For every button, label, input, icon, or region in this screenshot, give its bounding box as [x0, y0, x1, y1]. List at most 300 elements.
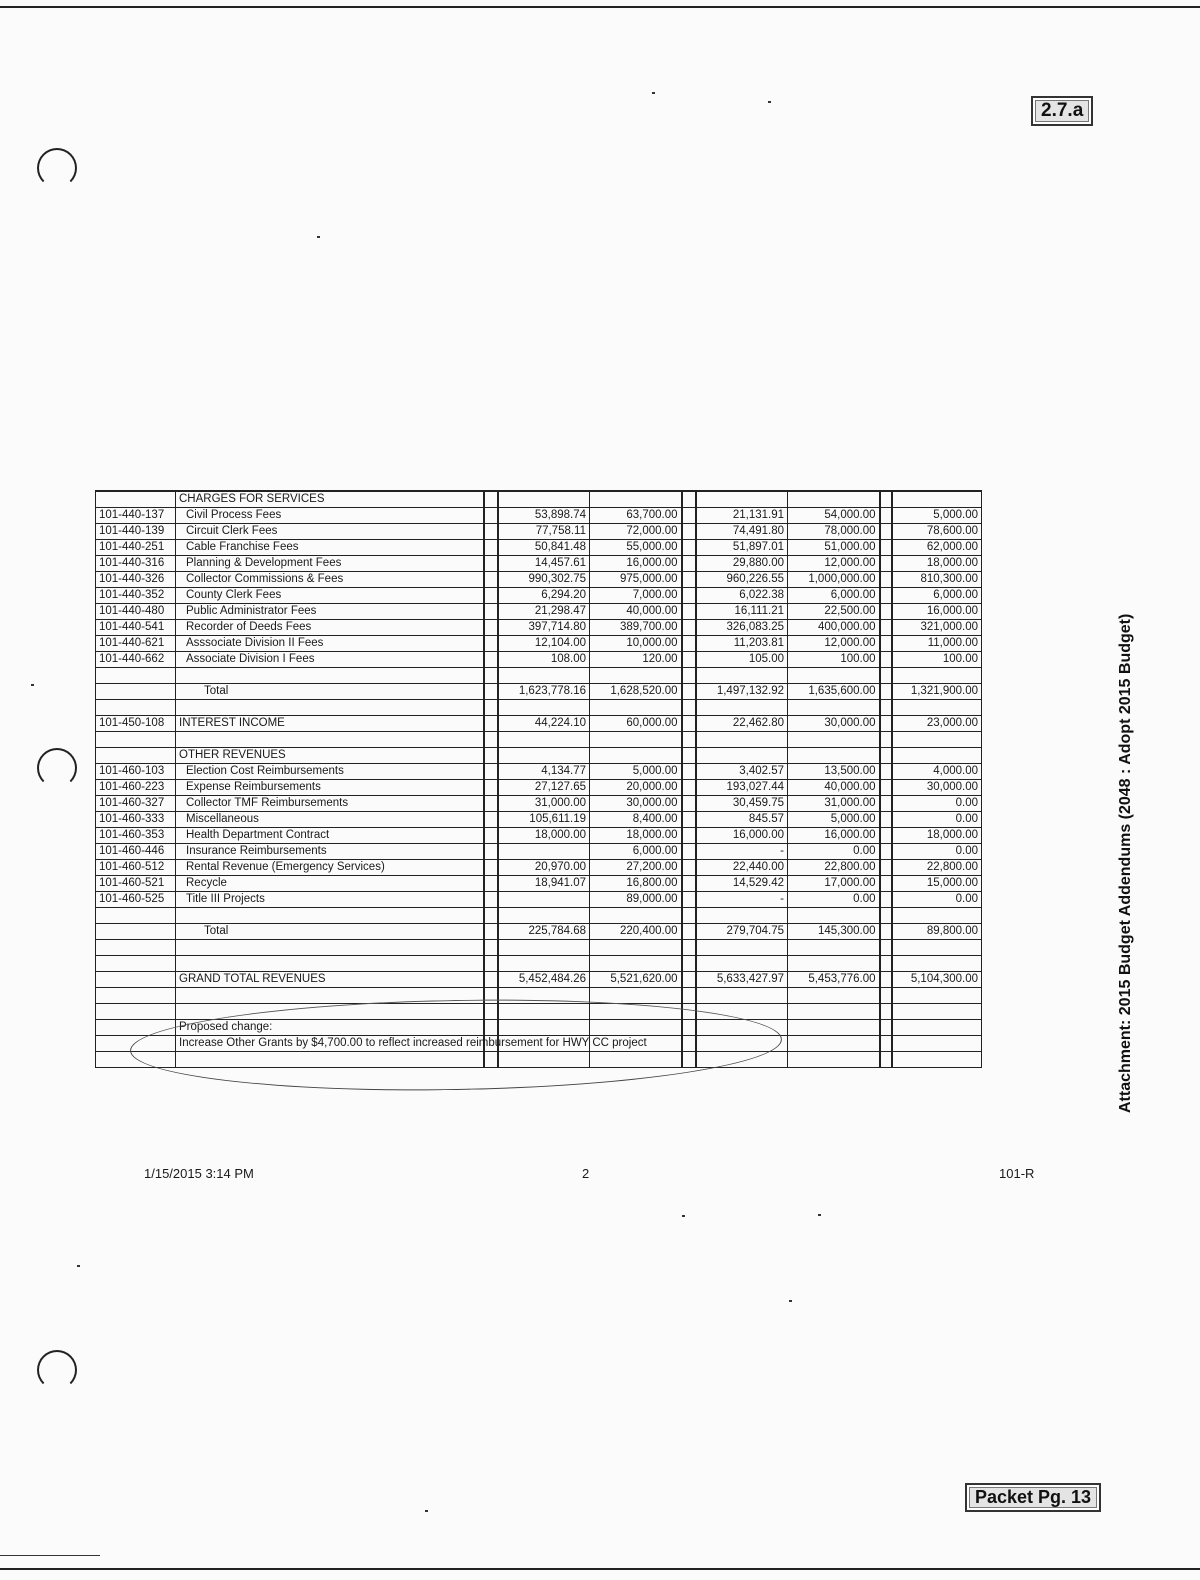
- amount-cell: 100.00: [788, 652, 880, 668]
- column-gap: [880, 1020, 892, 1036]
- amount-cell: 16,000.00: [788, 828, 880, 844]
- scan-speck: [789, 1300, 792, 1302]
- column-gap: [880, 700, 892, 716]
- amount-cell: 3,402.57: [696, 764, 788, 780]
- amount-cell: 50,841.48: [498, 540, 590, 556]
- amount-cell: [498, 892, 590, 908]
- table-row: [96, 588, 982, 604]
- amount-cell: 12,000.00: [788, 636, 880, 652]
- amount-cell: 30,459.75: [696, 796, 788, 812]
- amount-cell: 16,800.00: [590, 876, 682, 892]
- scan-speck: [425, 1510, 428, 1512]
- column-gap: [682, 844, 696, 860]
- amount-cell: [590, 491, 682, 508]
- amount-cell: 72,000.00: [590, 524, 682, 540]
- table-row: [96, 700, 982, 716]
- column-gap: [484, 524, 498, 540]
- column-gap: [682, 860, 696, 876]
- column-gap: [484, 716, 498, 732]
- amount-cell: [590, 988, 682, 1004]
- amount-cell: 1,000,000.00: [788, 572, 880, 588]
- table-row: [96, 764, 982, 780]
- column-gap: [880, 636, 892, 652]
- amount-cell: [590, 700, 682, 716]
- column-gap: [484, 604, 498, 620]
- punch-hole-top: [37, 148, 77, 188]
- amount-cell: [696, 732, 788, 748]
- amount-cell: 220,400.00: [590, 924, 682, 940]
- account-code-cell: 101-460-521: [96, 876, 176, 892]
- amount-cell: 0.00: [892, 844, 982, 860]
- column-gap: [880, 556, 892, 572]
- amount-cell: 22,500.00: [788, 604, 880, 620]
- column-gap: [880, 1004, 892, 1020]
- amount-cell: [696, 908, 788, 924]
- column-gap: [880, 588, 892, 604]
- amount-cell: 22,440.00: [696, 860, 788, 876]
- column-gap: [682, 796, 696, 812]
- amount-cell: [696, 700, 788, 716]
- packet-page-stamp: Packet Pg. 13: [965, 1483, 1101, 1512]
- amount-cell: 40,000.00: [788, 780, 880, 796]
- total-label-cell: Total: [176, 924, 484, 940]
- column-gap: [484, 540, 498, 556]
- column-gap: [484, 684, 498, 700]
- description-cell: CHARGES FOR SERVICES: [176, 491, 484, 508]
- amount-cell: [590, 732, 682, 748]
- amount-cell: [498, 700, 590, 716]
- account-code-cell: 101-440-541: [96, 620, 176, 636]
- column-gap: [682, 780, 696, 796]
- column-gap: [682, 828, 696, 844]
- account-code-cell: [96, 972, 176, 988]
- amount-cell: 62,000.00: [892, 540, 982, 556]
- account-code-cell: 101-440-137: [96, 508, 176, 524]
- amount-cell: 225,784.68: [498, 924, 590, 940]
- column-gap: [880, 524, 892, 540]
- amount-cell: 18,941.07: [498, 876, 590, 892]
- table-row: [96, 556, 982, 572]
- amount-cell: 22,800.00: [892, 860, 982, 876]
- description-cell: [176, 956, 484, 972]
- account-code-cell: [96, 908, 176, 924]
- account-code-cell: 101-450-108: [96, 716, 176, 732]
- amount-cell: 321,000.00: [892, 620, 982, 636]
- account-code-cell: 101-440-326: [96, 572, 176, 588]
- table-row: [96, 748, 982, 764]
- column-gap: [682, 732, 696, 748]
- page-number: 2: [582, 1166, 590, 1181]
- punch-hole-middle: [37, 748, 77, 788]
- column-gap: [880, 780, 892, 796]
- amount-cell: [498, 668, 590, 684]
- column-gap: [484, 972, 498, 988]
- description-cell: Asssociate Division II Fees: [176, 636, 484, 652]
- column-gap: [880, 652, 892, 668]
- column-gap: [880, 988, 892, 1004]
- column-gap: [484, 860, 498, 876]
- column-gap: [880, 1036, 892, 1052]
- amount-cell: 5,521,620.00: [590, 972, 682, 988]
- table-row: [96, 876, 982, 892]
- column-gap: [682, 652, 696, 668]
- table-row: [96, 572, 982, 588]
- description-cell: Civil Process Fees: [176, 508, 484, 524]
- description-cell: Rental Revenue (Emergency Services): [176, 860, 484, 876]
- table-row: [96, 620, 982, 636]
- column-gap: [880, 956, 892, 972]
- description-cell: [176, 732, 484, 748]
- column-gap: [880, 1052, 892, 1068]
- amount-cell: 1,321,900.00: [892, 684, 982, 700]
- amount-cell: 11,203.81: [696, 636, 788, 652]
- account-code-cell: 101-440-352: [96, 588, 176, 604]
- amount-cell: [892, 700, 982, 716]
- scan-speck: [652, 92, 655, 94]
- description-cell: Miscellaneous: [176, 812, 484, 828]
- amount-cell: [788, 1052, 880, 1068]
- amount-cell: 0.00: [892, 812, 982, 828]
- amount-cell: 810,300.00: [892, 572, 982, 588]
- column-gap: [484, 732, 498, 748]
- amount-cell: 16,000.00: [892, 604, 982, 620]
- amount-cell: 22,800.00: [788, 860, 880, 876]
- table-row: [96, 716, 982, 732]
- amount-cell: [788, 1036, 880, 1052]
- table-row: [96, 924, 982, 940]
- description-cell: Planning & Development Fees: [176, 556, 484, 572]
- column-gap: [880, 828, 892, 844]
- amount-cell: [788, 491, 880, 508]
- table-row: [96, 780, 982, 796]
- column-gap: [484, 508, 498, 524]
- amount-cell: 6,000.00: [590, 844, 682, 860]
- amount-cell: 21,298.47: [498, 604, 590, 620]
- amount-cell: 279,704.75: [696, 924, 788, 940]
- description-cell: Title III Projects: [176, 892, 484, 908]
- description-cell: GRAND TOTAL REVENUES: [176, 972, 484, 988]
- table-row: [96, 828, 982, 844]
- amount-cell: [498, 940, 590, 956]
- table-row: [96, 844, 982, 860]
- amount-cell: 5,000.00: [788, 812, 880, 828]
- account-code-cell: 101-440-139: [96, 524, 176, 540]
- description-cell: Insurance Reimbursements: [176, 844, 484, 860]
- scan-speck: [818, 1214, 821, 1216]
- column-gap: [484, 748, 498, 764]
- column-gap: [484, 876, 498, 892]
- amount-cell: [892, 491, 982, 508]
- amount-cell: 1,628,520.00: [590, 684, 682, 700]
- amount-cell: -: [696, 892, 788, 908]
- amount-cell: 22,462.80: [696, 716, 788, 732]
- column-gap: [682, 716, 696, 732]
- description-cell: Election Cost Reimbursements: [176, 764, 484, 780]
- amount-cell: 845.57: [696, 812, 788, 828]
- amount-cell: 5,000.00: [892, 508, 982, 524]
- amount-cell: 8,400.00: [590, 812, 682, 828]
- column-gap: [880, 908, 892, 924]
- account-code-cell: 101-460-223: [96, 780, 176, 796]
- column-gap: [880, 684, 892, 700]
- column-gap: [682, 684, 696, 700]
- table-row: [96, 604, 982, 620]
- item-stamp: 2.7.a: [1031, 96, 1093, 126]
- revenue-budget-sheet: [95, 490, 981, 1068]
- amount-cell: [498, 844, 590, 860]
- amount-cell: [788, 956, 880, 972]
- amount-cell: 193,027.44: [696, 780, 788, 796]
- scan-speck: [682, 1215, 685, 1217]
- amount-cell: 30,000.00: [590, 796, 682, 812]
- description-cell: Recycle: [176, 876, 484, 892]
- amount-cell: -: [696, 844, 788, 860]
- column-gap: [682, 764, 696, 780]
- amount-cell: 0.00: [892, 796, 982, 812]
- column-gap: [484, 796, 498, 812]
- amount-cell: 89,800.00: [892, 924, 982, 940]
- amount-cell: 5,104,300.00: [892, 972, 982, 988]
- amount-cell: 89,000.00: [590, 892, 682, 908]
- amount-cell: [788, 940, 880, 956]
- amount-cell: 16,000.00: [696, 828, 788, 844]
- amount-cell: 326,083.25: [696, 620, 788, 636]
- amount-cell: 11,000.00: [892, 636, 982, 652]
- column-gap: [880, 748, 892, 764]
- amount-cell: 960,226.55: [696, 572, 788, 588]
- amount-cell: 29,880.00: [696, 556, 788, 572]
- amount-cell: 51,897.01: [696, 540, 788, 556]
- amount-cell: [590, 908, 682, 924]
- column-gap: [880, 764, 892, 780]
- amount-cell: [788, 700, 880, 716]
- amount-cell: 18,000.00: [892, 556, 982, 572]
- description-cell: OTHER REVENUES: [176, 748, 484, 764]
- amount-cell: 145,300.00: [788, 924, 880, 940]
- amount-cell: 397,714.80: [498, 620, 590, 636]
- account-code-cell: 101-460-512: [96, 860, 176, 876]
- amount-cell: [892, 1036, 982, 1052]
- account-code-cell: 101-460-525: [96, 892, 176, 908]
- amount-cell: [696, 491, 788, 508]
- table-row: [96, 956, 982, 972]
- column-gap: [880, 572, 892, 588]
- column-gap: [880, 732, 892, 748]
- amount-cell: [498, 732, 590, 748]
- amount-cell: 63,700.00: [590, 508, 682, 524]
- column-gap: [484, 940, 498, 956]
- account-code-cell: [96, 684, 176, 700]
- amount-cell: 0.00: [892, 892, 982, 908]
- column-gap: [682, 940, 696, 956]
- scan-speck: [77, 1265, 80, 1267]
- column-gap: [682, 491, 696, 508]
- account-code-cell: [96, 940, 176, 956]
- account-code-cell: 101-460-353: [96, 828, 176, 844]
- amount-cell: 5,633,427.97: [696, 972, 788, 988]
- amount-cell: 105.00: [696, 652, 788, 668]
- account-code-cell: 101-440-480: [96, 604, 176, 620]
- amount-cell: 1,497,132.92: [696, 684, 788, 700]
- column-gap: [484, 844, 498, 860]
- amount-cell: 105,611.19: [498, 812, 590, 828]
- description-cell: Increase Other Grants by $4,700.00 to reflect increased reimbursement for HWY CC project: [176, 1036, 484, 1052]
- amount-cell: 0.00: [788, 892, 880, 908]
- amount-cell: 400,000.00: [788, 620, 880, 636]
- account-code-cell: [96, 491, 176, 508]
- amount-cell: [892, 956, 982, 972]
- description-cell: [176, 940, 484, 956]
- amount-cell: [788, 1004, 880, 1020]
- table-row: [96, 524, 982, 540]
- amount-cell: 6,000.00: [892, 588, 982, 604]
- column-gap: [682, 668, 696, 684]
- account-code-cell: [96, 924, 176, 940]
- punch-hole-bottom: [37, 1350, 77, 1390]
- column-gap: [682, 988, 696, 1004]
- column-gap: [880, 508, 892, 524]
- column-gap: [682, 812, 696, 828]
- column-gap: [880, 812, 892, 828]
- amount-cell: 18,000.00: [892, 828, 982, 844]
- amount-cell: 18,000.00: [590, 828, 682, 844]
- column-gap: [880, 924, 892, 940]
- amount-cell: 5,453,776.00: [788, 972, 880, 988]
- column-gap: [880, 620, 892, 636]
- account-code-cell: [96, 700, 176, 716]
- amount-cell: 54,000.00: [788, 508, 880, 524]
- account-code-cell: 101-440-621: [96, 636, 176, 652]
- description-cell: Circuit Clerk Fees: [176, 524, 484, 540]
- account-code-cell: 101-460-103: [96, 764, 176, 780]
- description-cell: Recorder of Deeds Fees: [176, 620, 484, 636]
- amount-cell: 40,000.00: [590, 604, 682, 620]
- attachment-caption: Attachment: 2015 Budget Addendums (2048 : Adopt 2015 Budget): [1117, 613, 1134, 1113]
- amount-cell: 20,000.00: [590, 780, 682, 796]
- column-gap: [484, 588, 498, 604]
- account-code-cell: 101-440-251: [96, 540, 176, 556]
- account-code-cell: [96, 732, 176, 748]
- description-cell: Expense Reimbursements: [176, 780, 484, 796]
- amount-cell: 108.00: [498, 652, 590, 668]
- amount-cell: 30,000.00: [892, 780, 982, 796]
- column-gap: [880, 604, 892, 620]
- amount-cell: 23,000.00: [892, 716, 982, 732]
- amount-cell: 78,000.00: [788, 524, 880, 540]
- amount-cell: [892, 732, 982, 748]
- column-gap: [484, 924, 498, 940]
- amount-cell: [788, 732, 880, 748]
- description-cell: Public Administrator Fees: [176, 604, 484, 620]
- amount-cell: [892, 668, 982, 684]
- amount-cell: [788, 908, 880, 924]
- table-row: [96, 508, 982, 524]
- column-gap: [682, 620, 696, 636]
- revenue-budget-table: [95, 490, 982, 1068]
- amount-cell: 78,600.00: [892, 524, 982, 540]
- amount-cell: [590, 956, 682, 972]
- column-gap: [682, 924, 696, 940]
- column-gap: [682, 636, 696, 652]
- column-gap: [880, 491, 892, 508]
- amount-cell: 16,000.00: [590, 556, 682, 572]
- table-row: [96, 892, 982, 908]
- table-row: [96, 491, 982, 508]
- description-cell: Associate Division I Fees: [176, 652, 484, 668]
- table-row: [96, 796, 982, 812]
- amount-cell: 53,898.74: [498, 508, 590, 524]
- amount-cell: 12,104.00: [498, 636, 590, 652]
- table-row: [96, 540, 982, 556]
- amount-cell: [696, 988, 788, 1004]
- amount-cell: [696, 668, 788, 684]
- table-row: [96, 636, 982, 652]
- table-row: [96, 940, 982, 956]
- bottom-stub-line: [0, 1555, 100, 1556]
- amount-cell: 18,000.00: [498, 828, 590, 844]
- amount-cell: 100.00: [892, 652, 982, 668]
- amount-cell: 6,000.00: [788, 588, 880, 604]
- amount-cell: 6,022.38: [696, 588, 788, 604]
- amount-cell: 7,000.00: [590, 588, 682, 604]
- table-row: [96, 732, 982, 748]
- amount-cell: 60,000.00: [590, 716, 682, 732]
- amount-cell: 975,000.00: [590, 572, 682, 588]
- column-gap: [484, 700, 498, 716]
- amount-cell: [788, 1020, 880, 1036]
- account-code-cell: [96, 1004, 176, 1020]
- amount-cell: 51,000.00: [788, 540, 880, 556]
- amount-cell: [892, 988, 982, 1004]
- amount-cell: [498, 908, 590, 924]
- column-gap: [682, 588, 696, 604]
- amount-cell: 27,200.00: [590, 860, 682, 876]
- print-timestamp: 1/15/2015 3:14 PM: [144, 1166, 254, 1181]
- amount-cell: 1,635,600.00: [788, 684, 880, 700]
- column-gap: [484, 556, 498, 572]
- amount-cell: 6,294.20: [498, 588, 590, 604]
- amount-cell: 31,000.00: [498, 796, 590, 812]
- column-gap: [484, 828, 498, 844]
- amount-cell: [696, 956, 788, 972]
- amount-cell: [696, 940, 788, 956]
- amount-cell: 15,000.00: [892, 876, 982, 892]
- account-code-cell: 101-460-446: [96, 844, 176, 860]
- amount-cell: 12,000.00: [788, 556, 880, 572]
- column-gap: [484, 892, 498, 908]
- amount-cell: [788, 748, 880, 764]
- column-gap: [484, 652, 498, 668]
- amount-cell: 74,491.80: [696, 524, 788, 540]
- column-gap: [880, 796, 892, 812]
- account-code-cell: [96, 956, 176, 972]
- column-gap: [682, 604, 696, 620]
- column-gap: [880, 972, 892, 988]
- column-gap: [484, 764, 498, 780]
- column-gap: [880, 876, 892, 892]
- scan-speck: [768, 101, 771, 103]
- total-label-cell: Total: [176, 684, 484, 700]
- bottom-rule: [0, 1568, 1200, 1570]
- column-gap: [682, 572, 696, 588]
- amount-cell: [590, 668, 682, 684]
- account-code-cell: [96, 988, 176, 1004]
- amount-cell: 14,529.42: [696, 876, 788, 892]
- account-code-cell: 101-460-327: [96, 796, 176, 812]
- amount-cell: 5,452,484.26: [498, 972, 590, 988]
- description-cell: INTEREST INCOME: [176, 716, 484, 732]
- amount-cell: [892, 908, 982, 924]
